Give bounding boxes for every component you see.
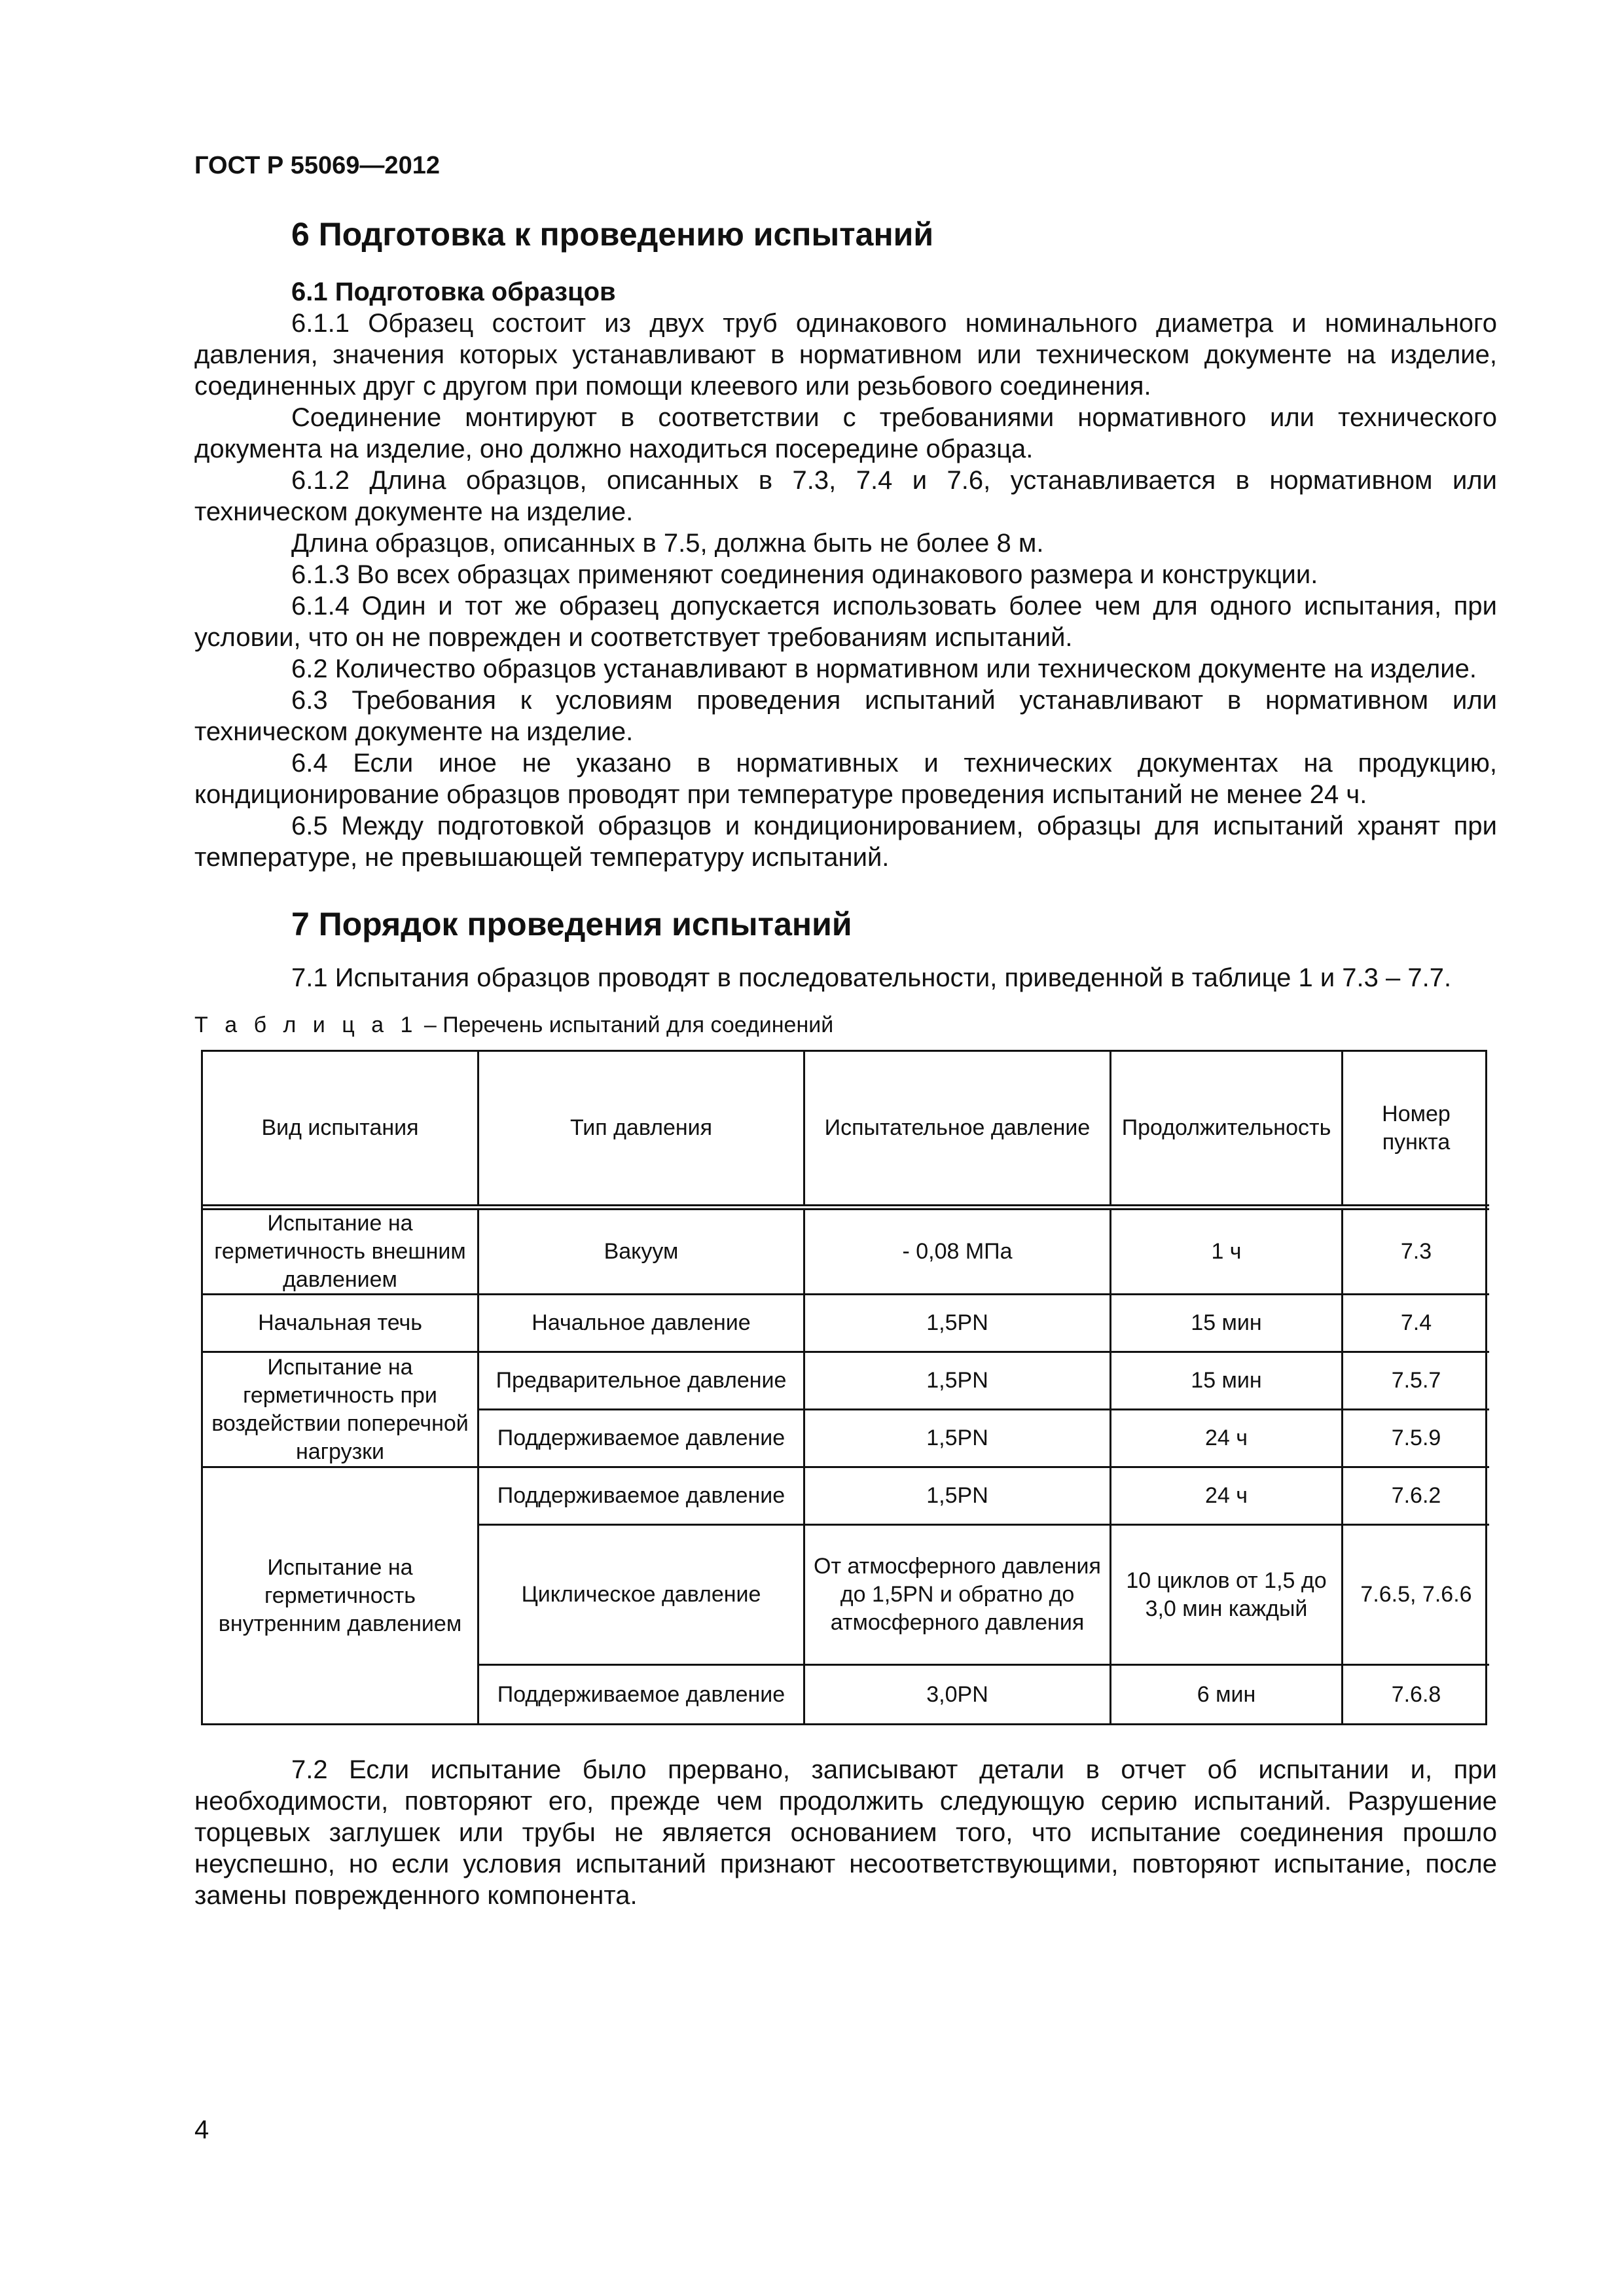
spacer [194,949,1497,956]
section-7-title: 7 Порядок проведения испытаний [291,906,852,942]
table-1-caption [194,1011,1497,1039]
table-cell: 7.6.2 [1343,1468,1489,1526]
table-cell: 7.5.7 [1343,1353,1489,1410]
table-cell: 1,5PN [805,1468,1111,1526]
table-cell: Поддерживаемое давление [479,1666,805,1723]
table-cell: Начальное давление [479,1295,805,1353]
table-cell: 7.4 [1343,1295,1489,1353]
paragraph-6-3: 6.3 Требования к условиям проведения испытаний устанавливают в нормативном или техническом документе на изделие. [194,686,1497,746]
table-cell: Предварительное давление [479,1353,805,1410]
table-header-test-pressure: Испытательное давление [805,1052,1111,1206]
table-1-caption-label: Т а б л и ц а 1 [194,1013,418,1037]
table-cell: 6 мин [1111,1666,1343,1723]
paragraph-7-2: 7.2 Если испытание было прервано, записывают детали в отчет об испытании и, при необходимости, повторяют его, прежде чем продолжить следующую серию испытаний. Разрушение торцевых заглушек или трубы не является основанием того, что испытание соединения прошло неуспешно, но если условия испытаний признают несоответствующими, повторяют испытание, после замены поврежденного компонента. [194,1755,1497,1910]
table-cell: 1 ч [1111,1210,1343,1295]
paragraph-6-1-2: 6.1.2 Длина образцов, описанных в 7.3, 7.4 и 7.6, устанавливается в нормативном или техническом документе на изделие. [194,466,1497,526]
table-cell: 1,5PN [805,1410,1111,1468]
table-group-initial-leak: Начальная течь [203,1295,479,1353]
paragraph-6-1-1: 6.1.1 Образец состоит из двух труб одинакового номинального диаметра и номинального давления, значения которых устанавливают в нормативном или техническом документе на изделие, соединенных друг с другом при помощи клеевого или резьбового соединения. [194,309,1497,401]
table-header-test-type: Вид испытания [203,1052,479,1206]
table-group-internal-pressure: Испытание на герметичность внутренним давлением [203,1468,479,1723]
table-cell: 7.3 [1343,1210,1489,1295]
table-1-caption-text: – Перечень испытаний для соединений [418,1013,834,1037]
table-cell: 7.6.8 [1391,1681,1441,1707]
table-cell: 7.5.9 [1343,1410,1489,1468]
table-cell: 24 ч [1111,1468,1343,1526]
page-number: 4 [194,2115,209,2144]
spacer [194,956,1497,962]
paragraph-6-1-1-joint: Соединение монтируют в соответствии с требованиями нормативного или технического документа на изделие, оно должно находиться посередине образца. [194,403,1497,463]
page-content [194,209,1497,1911]
table-group-transverse-load: Испытание на герметичность при воздействии поперечной нагрузки [203,1353,479,1468]
table-1 [201,1050,1487,1725]
table-cell: От атмосферного давления до 1,5PN и обратно до атмосферного давления [805,1526,1111,1666]
subsection-6-1-title: 6.1 Подготовка образцов [291,278,616,306]
table-cell: 3,0PN [805,1666,1111,1723]
spacer [194,873,1497,899]
table-header-clause-number: Номер пункта [1343,1052,1489,1206]
paragraph-6-1-2-length: Длина образцов, описанных в 7.5, должна быть не более 8 м. [291,529,1044,558]
paragraph-6-1-3: 6.1.3 Во всех образцах применяют соединения одинакового размера и конструкции. [291,560,1318,589]
paragraph-7-1: 7.1 Испытания образцов проводят в последовательности, приведенной в таблице 1 и 7.3 – 7.7. [291,963,1452,992]
spacer [194,1725,1497,1754]
section-6-title: 6 Подготовка к проведению испытаний [291,216,934,253]
table-cell: - 0,08 МПа [805,1210,1111,1295]
table-header-pressure-type: Тип давления [479,1052,805,1206]
table-cell: Циклическое давление [479,1526,805,1666]
paragraph-6-4: 6.4 Если иное не указано в нормативных и технических документах на продукцию, кондиционирование образцов проводят при температуре проведения испытаний не менее 24 ч. [194,749,1497,809]
table-group-external-pressure: Испытание на герметичность внешним давлением [203,1210,479,1295]
table-cell: Поддерживаемое давление [479,1468,805,1526]
table-header-duration: Продолжительность [1111,1052,1343,1206]
table-cell: Поддерживаемое давление [479,1410,805,1468]
table-cell: 1,5PN [805,1353,1111,1410]
table-cell: 10 циклов от 1,5 до 3,0 мин каждый [1111,1526,1343,1666]
table-cell: Вакуум [479,1210,805,1295]
table-cell: 15 мин [1111,1295,1343,1353]
paragraph-6-5: 6.5 Между подготовкой образцов и кондиционированием, образцы для испытаний хранят при температуре, не превышающей температуру испытаний. [194,812,1497,872]
table-cell: 15 мин [1111,1353,1343,1410]
document-code-header: ГОСТ Р 55069—2012 [194,152,440,179]
paragraph-6-2: 6.2 Количество образцов устанавливают в нормативном или техническом документе на изделие. [291,655,1477,683]
table-cell: 24 ч [1111,1410,1343,1468]
table-cell: 7.6.5, 7.6.6 [1343,1526,1489,1666]
paragraph-6-1-4: 6.1.4 Один и тот же образец допускается использовать более чем для одного испытания, при условии, что он не поврежден и соответствует требованиям испытаний. [194,592,1497,652]
table-cell: 1,5PN [805,1295,1111,1353]
